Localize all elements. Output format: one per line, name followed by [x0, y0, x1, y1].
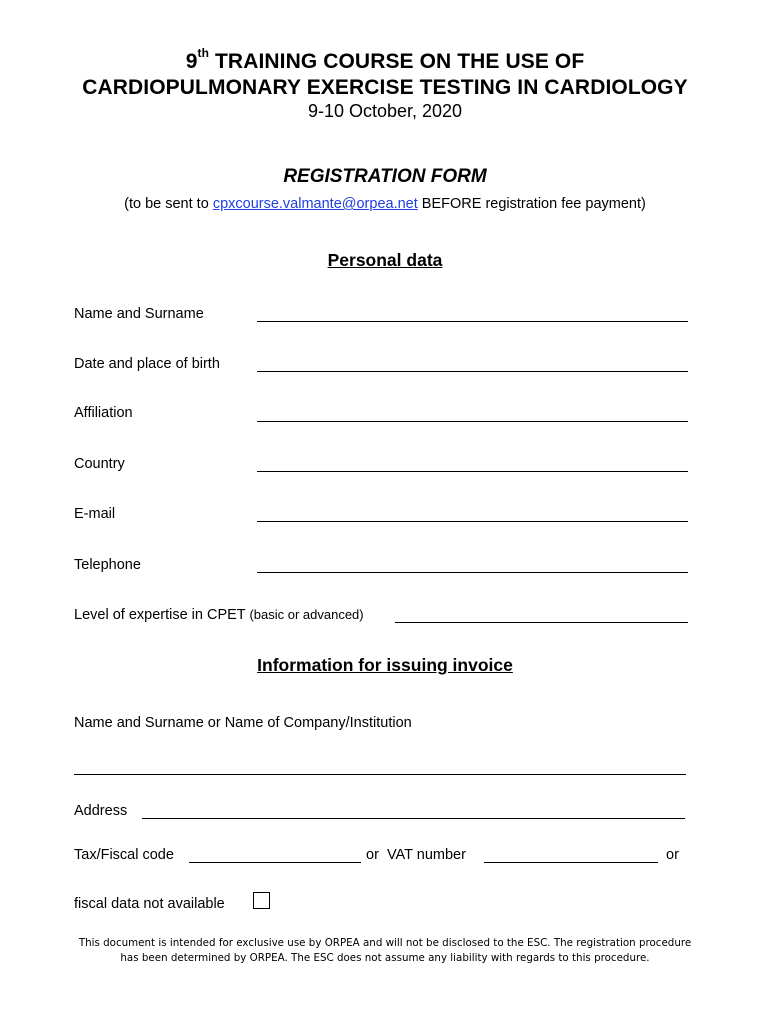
vat-number-label: or VAT number	[366, 847, 466, 863]
invoice-name-label: Name and Surname or Name of Company/Institution	[74, 715, 412, 731]
field-label-name: Name and Surname	[74, 306, 204, 322]
address-label: Address	[74, 803, 128, 819]
field-line-telephone[interactable]	[257, 572, 688, 573]
course-date: 9-10 October, 2020	[307, 101, 463, 121]
invoice-heading: Information for issuing invoice	[257, 655, 513, 675]
address-line[interactable]	[142, 818, 685, 819]
disclaimer-line1: This document is intended for exclusive use by ORPEA and will not be disclosed to the ESC. The registration procedure	[78, 937, 692, 949]
title-ordinal: 9	[185, 50, 198, 73]
field-line-name[interactable]	[257, 321, 688, 322]
field-line-expertise[interactable]	[395, 622, 688, 623]
disclaimer-line2: has been determined by ORPEA. The ESC does not assume any liability with regards to this procedure.	[120, 952, 650, 964]
expertise-label: Level of expertise in CPET	[74, 607, 246, 623]
field-label-email: E-mail	[74, 506, 116, 522]
invoice-name-line[interactable]	[74, 774, 686, 775]
email-link[interactable]: cpxcourse.valmante@orpea.net	[212, 196, 418, 212]
field-line-birth[interactable]	[257, 371, 688, 372]
note-after: BEFORE registration fee payment)	[417, 196, 646, 212]
course-title-line2: CARDIOPULMONARY EXERCISE TESTING IN CARDIOLOGY	[82, 76, 688, 99]
expertise-hint: (basic or advanced)	[249, 607, 364, 622]
field-label-expertise	[74, 607, 364, 623]
or-label: or	[666, 847, 679, 863]
field-label-country: Country	[74, 456, 125, 472]
field-label-birth: Date and place of birth	[74, 356, 220, 372]
field-line-country[interactable]	[257, 471, 688, 472]
field-line-affiliation[interactable]	[257, 421, 688, 422]
note-before: (to be sent to	[124, 196, 213, 212]
vat-number-line[interactable]	[484, 862, 658, 863]
title-line1-text: TRAINING COURSE ON THE USE OF	[209, 50, 585, 73]
fiscal-na-checkbox[interactable]	[253, 892, 270, 909]
tax-code-label: Tax/Fiscal code	[74, 847, 174, 863]
field-label-telephone: Telephone	[74, 557, 141, 573]
course-title-line1	[0, 46, 770, 75]
form-note	[0, 196, 770, 212]
personal-data-heading: Personal data	[327, 250, 443, 270]
tax-code-line[interactable]	[189, 862, 361, 863]
title-ordinal-suffix: th	[197, 46, 210, 60]
field-label-affiliation: Affiliation	[74, 405, 133, 421]
field-line-email[interactable]	[257, 521, 688, 522]
fiscal-na-label: fiscal data not available	[74, 896, 225, 912]
form-title: REGISTRATION FORM	[283, 166, 487, 187]
